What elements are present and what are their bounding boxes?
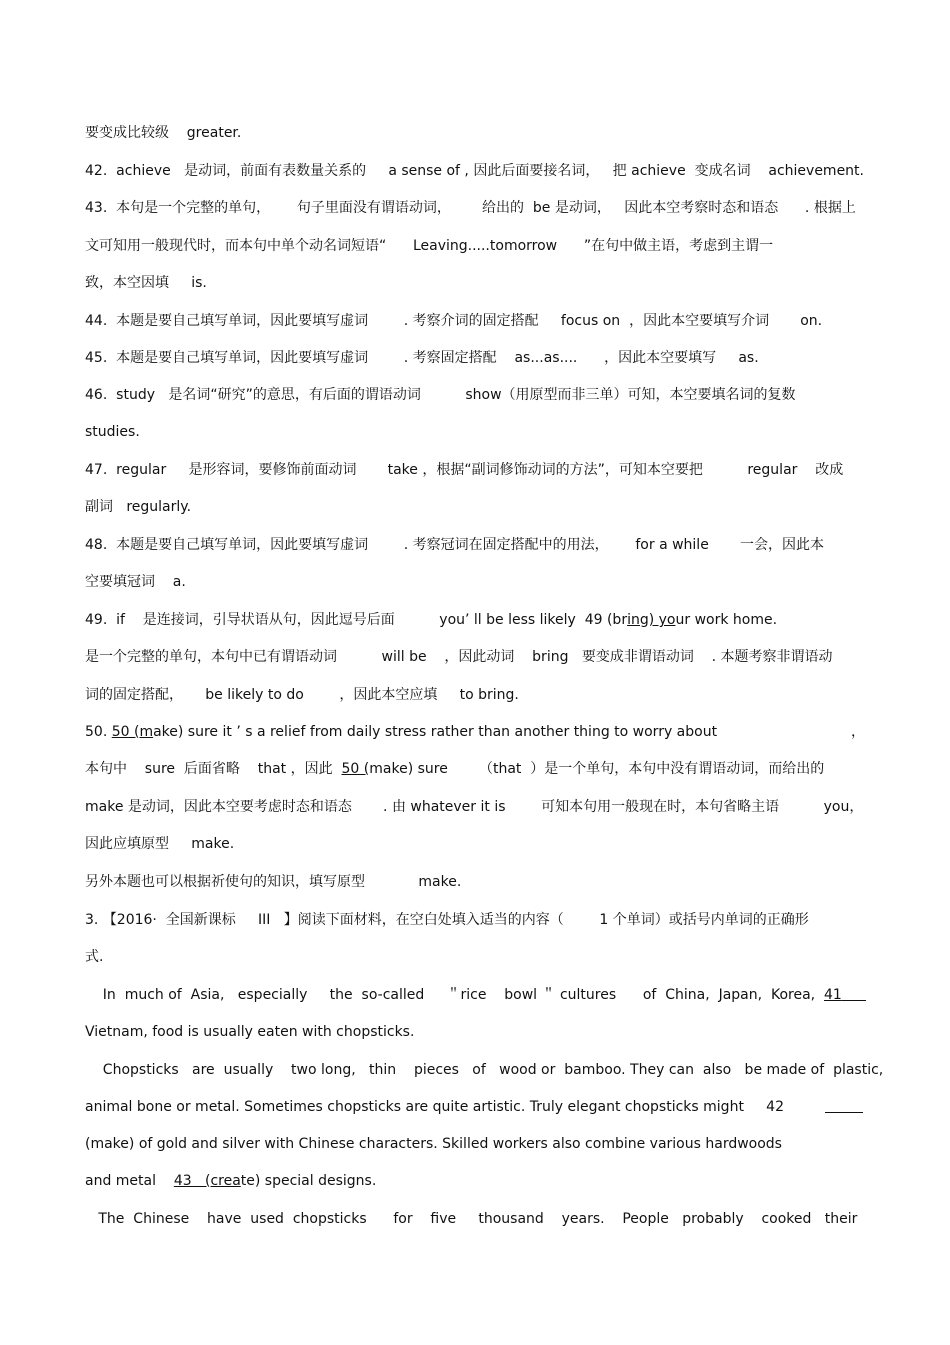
text-segment: 49. if 是连接词，引导状语从句，因此逗号后面 you’ ll be less likely 49 (br bbox=[85, 612, 628, 628]
text-line bbox=[85, 1098, 865, 1116]
text-line: 词的固定搭配， be likely to do ，因此本空应填 to bring. bbox=[85, 687, 519, 703]
text-line: 43. 本句是一个完整的单句， 句子里面没有谓语动词， 给出的 be 是动词， 因此本空考察时态和语态 . 根据上 bbox=[85, 200, 856, 216]
answer-blank bbox=[825, 1098, 863, 1113]
text-line: 47. regular 是形容词，要修饰前面动词 take ，根据“副词修饰动词的方法”，可知本空要把 regular 改成 bbox=[85, 462, 844, 478]
comma: ， bbox=[851, 724, 865, 740]
underlined-blank: ing) yo bbox=[627, 612, 676, 628]
text-segment: and metal bbox=[85, 1173, 174, 1189]
text-line: Vietnam, food is usually eaten with chopsticks. bbox=[85, 1024, 415, 1040]
text-line bbox=[85, 611, 865, 629]
text-line bbox=[85, 986, 865, 1004]
text-line: 44. 本题是要自己填写单词，因此要填写虚词 . 考察介词的固定搭配 focus on ，因此本空要填写介词 on. bbox=[85, 313, 823, 329]
text-line: 45. 本题是要自己填写单词，因此要填写虚词 . 考察固定搭配 as...as.... ，因此本空要填写 as. bbox=[85, 350, 759, 366]
text-line bbox=[85, 723, 865, 741]
text-line: 式. bbox=[85, 949, 104, 965]
answer-blank bbox=[842, 986, 866, 1001]
text-line: 46. study 是名词“研究”的意思，有后面的谓语动词 show（用原型而非三单）可知，本空要填名词的复数 bbox=[85, 387, 796, 403]
text-line bbox=[85, 760, 865, 778]
text-segment: te) special designs. bbox=[240, 1173, 377, 1189]
text-line: 空要填冠词 a. bbox=[85, 574, 186, 590]
underlined-blank: 43 (crea bbox=[173, 1173, 241, 1189]
text-line: 48. 本题是要自己填写单词，因此要填写虚词 . 考察冠词在固定搭配中的用法， for a while 一会，因此本 bbox=[85, 537, 824, 553]
text-line: 要变成比较级 greater. bbox=[85, 125, 242, 141]
text-line: 是一个完整的单句，本句中已有谓语动词 will be ，因此动词 bring 要变成非谓语动词 . 本题考察非谓语动 bbox=[85, 649, 833, 665]
text-segment: make) sure （that ）是一个单句，本句中没有谓语动词，而给出的 bbox=[369, 761, 825, 777]
text-line: The Chinese have used chopsticks for five thousand years. People probably cooked their bbox=[85, 1211, 858, 1227]
text-line: studies. bbox=[85, 424, 140, 440]
text-line: 3. 【2016· 全国新课标 III 】阅读下面材料，在空白处填入适当的内容（ 1 个单词）或括号内单词的正确形 bbox=[85, 912, 809, 928]
text-segment: ur work home. bbox=[675, 612, 778, 628]
text-line: 另外本题也可以根据祈使句的知识，填写原型 make. bbox=[85, 874, 462, 890]
text-line bbox=[85, 1172, 865, 1190]
text-line: 文可知用一般现代时，而本句中单个动名词短语“ Leaving.....tomorrow ”在句中做主语，考虑到主谓一 bbox=[85, 238, 774, 254]
text-segment: animal bone or metal. Sometimes chopsticks are quite artistic. Truly elegant chopsticks might 42 bbox=[85, 1099, 784, 1115]
text-segment: ake) sure it ’ s a relief from daily stress rather than another thing to worry about bbox=[153, 724, 718, 740]
text-line: Chopsticks are usually two long, thin pieces of wood or bamboo. They can also be made of plastic, bbox=[85, 1062, 884, 1078]
underlined-blank: 50 ( bbox=[341, 761, 370, 777]
text-line: 42. achieve 是动词，前面有表数量关系的 a sense of , 因此后面要接名词， 把 achieve 变成名词 achievement. bbox=[85, 163, 864, 179]
text-line: make 是动词，因此本空要考虑时态和语态 . 由 whatever it is 可知本句用一般现在时，本句省略主语 you， bbox=[85, 799, 864, 815]
text-segment: 本句中 sure 后面省略 that ，因此 bbox=[85, 761, 342, 777]
underlined-blank: 50 (m bbox=[111, 724, 154, 740]
item-number: 50. bbox=[85, 724, 112, 740]
underlined-blank: 41 bbox=[824, 987, 842, 1003]
text-segment bbox=[85, 723, 717, 741]
text-line: (make) of gold and silver with Chinese characters. Skilled workers also combine various hardwoods bbox=[85, 1136, 782, 1152]
text-line: 因此应填原型 make. bbox=[85, 836, 235, 852]
text-line: 副词 regularly. bbox=[85, 499, 192, 515]
text-segment: In much of Asia, especially the so-called ＂rice bowl ＂ cultures of China, Japan, Korea, bbox=[85, 987, 825, 1003]
text-line: 致，本空因填 is. bbox=[85, 275, 207, 291]
